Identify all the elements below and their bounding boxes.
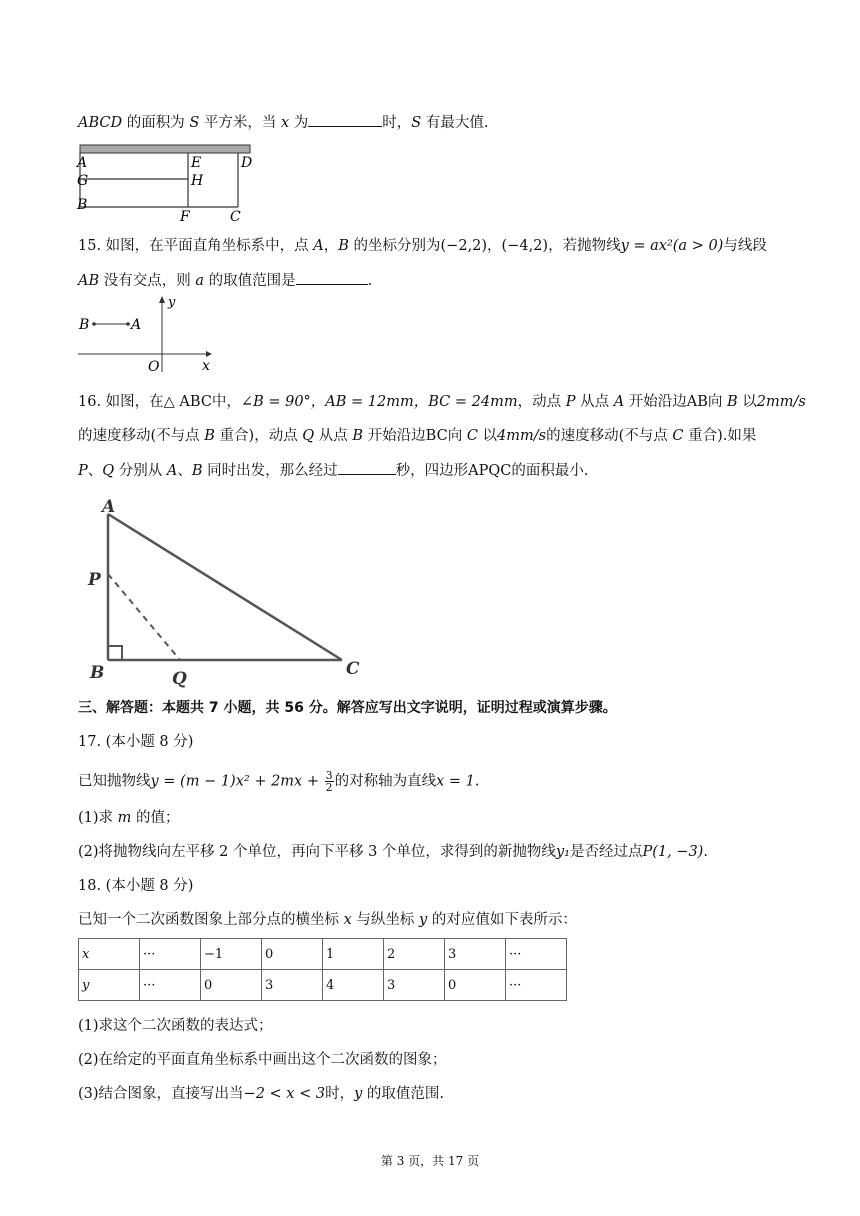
label-y: y	[168, 295, 176, 310]
right-angle-mark-icon	[108, 646, 122, 660]
table-cell: −1	[201, 939, 262, 970]
label-q: Q	[172, 669, 187, 688]
q17-text: 是否经过点	[569, 844, 643, 860]
q17-part2	[78, 842, 708, 862]
label-h: H	[191, 173, 204, 189]
q17-var: m	[117, 810, 132, 826]
q18-text: 已知一个二次函数图象上部分点的横坐标	[78, 912, 344, 928]
fraction-denominator: 2	[325, 781, 333, 794]
q18-var: y	[354, 1086, 363, 1102]
q15-var-a: a	[195, 273, 205, 289]
q14-text: 的面积为	[122, 115, 190, 131]
label-g: G	[77, 173, 89, 189]
q17-fraction	[325, 770, 334, 793]
q16-text: 、	[177, 463, 192, 479]
q16-text: 开始沿边BC向	[363, 428, 467, 444]
q15-line1	[78, 236, 767, 256]
table-cell: 1	[323, 939, 384, 970]
point-a	[126, 322, 130, 326]
q15-formula: y = ax²(a > 0)	[620, 238, 724, 254]
q15-text: 与线段	[723, 238, 767, 254]
q16-var: P	[565, 394, 576, 410]
table-cell: x	[79, 939, 140, 970]
q16-text: ，动点	[517, 394, 566, 410]
q15-segment-ab: AB	[78, 273, 100, 289]
q16-var: P	[78, 463, 88, 479]
q17-text: .	[703, 844, 708, 860]
table-cell: 2	[384, 939, 445, 970]
q17-formula: P(1, −3)	[642, 844, 704, 860]
q14-figure	[74, 143, 260, 223]
section3-heading	[78, 698, 617, 718]
label-b: B	[90, 663, 105, 683]
label-f: F	[180, 209, 190, 223]
q16-text: 重合)，动点	[214, 428, 303, 444]
q15-point-b: B	[338, 238, 349, 254]
label-e: E	[191, 155, 202, 171]
q18-formula: −2 < x < 3	[243, 1086, 326, 1102]
q17-text: 的值；	[131, 810, 180, 826]
page-footer: 第 3 页，共 17 页	[380, 1154, 480, 1168]
section3-text: 三、解答题：本题共	[78, 700, 209, 716]
dashed-pq	[108, 574, 180, 660]
q17-text: (1)求	[78, 810, 118, 826]
table-cell: 4	[323, 970, 384, 1001]
q14-text: 平方米，当	[199, 115, 281, 131]
q18-stem	[78, 910, 577, 930]
q14-text-x: x	[281, 115, 290, 131]
q16-text: 分别从	[114, 463, 167, 479]
q17-formula: y = (m − 1)x² + 2mx +	[150, 773, 324, 790]
q18-text: 时，	[325, 1086, 355, 1102]
table-cell: 3	[262, 970, 323, 1001]
q17-text: 的对称轴为直线	[334, 773, 437, 790]
label-p: P	[88, 570, 101, 590]
q18-part2: (2)在给定的平面直角坐标系中画出这个二次函数的图象；	[78, 1052, 447, 1068]
table-cell: y	[79, 970, 140, 1001]
q18-var: x	[343, 912, 352, 928]
q14-answer-blank	[308, 112, 382, 127]
table-cell: 0	[445, 970, 506, 1001]
q16-text: 从点	[575, 394, 614, 410]
table-cell: 0	[201, 970, 262, 1001]
q17-formula: x = 1	[436, 773, 475, 790]
q14-text: 有最大值.	[421, 115, 489, 131]
table-cell: 0	[262, 939, 323, 970]
q16-var: Q	[302, 428, 315, 444]
q16-text: 以	[737, 394, 757, 410]
q16-text: 16. 如图，在△ ABC中，∠	[78, 394, 254, 410]
q15-text: 的取值范围是	[204, 273, 296, 289]
q18-value-table	[78, 938, 567, 1001]
section3-text: 小题，共	[218, 700, 285, 716]
section3-text: 分。解答应写出文字说明，证明过程或演算步骤。	[303, 700, 617, 716]
label-b: B	[79, 317, 90, 333]
table-cell: 3	[445, 939, 506, 970]
q18-text: (3)结合图象，直接写出当	[78, 1086, 244, 1102]
q18-header: 18. (本小题 8 分)	[78, 878, 194, 894]
q16-var: A	[613, 394, 625, 410]
x-axis-arrow-icon	[206, 351, 212, 357]
table-cell: ···	[140, 939, 201, 970]
point-b	[92, 322, 96, 326]
q17-header: 17. (本小题 8 分)	[78, 734, 194, 750]
q15-text: .	[367, 273, 373, 289]
q15-figure	[76, 294, 216, 374]
table-cell: 3	[384, 970, 445, 1001]
wall-bar	[80, 145, 250, 153]
label-b: B	[77, 197, 88, 213]
q16-text: 同时出发，那么经过	[202, 463, 338, 479]
q15-text: 的坐标分别为(−2,2)，(−4,2)，若抛物线	[348, 238, 621, 254]
q15-answer-blank	[296, 270, 368, 285]
q16-text: 开始沿边AB向	[624, 394, 728, 410]
q16-var: C	[672, 428, 684, 444]
label-c: C	[346, 659, 360, 679]
q16-text: 秒，四边形APQC的面积最小.	[395, 463, 589, 479]
table-cell: ···	[506, 939, 567, 970]
q14-text-abcd: ABCD	[78, 115, 123, 131]
q16-formula: 4mm/s	[497, 428, 547, 444]
q15-text: ，	[323, 238, 339, 254]
label-o: O	[148, 359, 160, 374]
y-axis-arrow-icon	[159, 296, 165, 303]
section3-score: 56	[284, 700, 304, 716]
q16-line1	[78, 392, 806, 412]
q14-tail-line	[78, 112, 488, 133]
q15-point-a: A	[313, 238, 324, 254]
label-a: A	[102, 497, 116, 517]
q16-line3	[78, 460, 588, 481]
q16-text: 以	[477, 428, 498, 444]
q16-figure	[84, 494, 374, 688]
q16-text: 、	[87, 463, 103, 479]
q15-line2	[78, 270, 372, 291]
fraction-numerator: 3	[325, 769, 333, 782]
q16-formula: B = 90°，AB = 12mm，BC = 24mm	[253, 394, 518, 410]
q15-text: 15. 如图，在平面直角坐标系中，点	[78, 238, 314, 254]
q16-answer-blank	[338, 460, 396, 475]
q18-part1: (1)求这个二次函数的表达式；	[78, 1018, 273, 1034]
side-ac	[108, 514, 342, 660]
q15-text: 没有交点，则	[99, 273, 196, 289]
q16-text: 重合).如果	[683, 428, 757, 444]
q16-line2	[78, 426, 756, 446]
q17-stem	[78, 770, 479, 793]
label-x: x	[202, 358, 210, 374]
q16-var: C	[466, 428, 478, 444]
label-a: A	[131, 317, 142, 333]
q17-text: .	[474, 773, 480, 790]
q18-text: 的对应值如下表所示：	[427, 912, 577, 928]
table-row	[79, 970, 567, 1001]
table-cell: ···	[140, 970, 201, 1001]
q17-part1	[78, 808, 180, 828]
table-cell: ···	[506, 970, 567, 1001]
label-d: D	[241, 155, 253, 171]
q16-var: B	[191, 463, 203, 479]
q16-formula: 2mm/s	[756, 394, 806, 410]
q18-part3	[78, 1084, 444, 1104]
q16-var: A	[166, 463, 178, 479]
q16-var: B	[204, 428, 215, 444]
q14-text-s: S	[411, 115, 422, 131]
q16-text: 从点	[314, 428, 353, 444]
q17-text: (2)将抛物线向左平移 2 个单位，再向下平移 3 个单位，求得到的新抛物线	[78, 844, 556, 860]
q16-var: B	[352, 428, 364, 444]
q17-formula: y₁	[555, 844, 570, 860]
q16-text: 的速度移动(不与点	[546, 428, 673, 444]
q18-text: 与纵坐标	[351, 912, 420, 928]
table-row	[79, 939, 567, 970]
label-c: C	[230, 209, 241, 223]
q17-text: 已知抛物线	[78, 773, 151, 790]
q18-text: 的取值范围.	[362, 1086, 444, 1102]
q18-var: y	[419, 912, 428, 928]
q16-var: Q	[102, 463, 115, 479]
section3-count: 7	[208, 700, 219, 716]
q14-text: 时，	[382, 115, 412, 131]
label-a: A	[77, 155, 88, 171]
q14-text: 为	[289, 115, 309, 131]
q14-text-s: S	[189, 115, 200, 131]
q16-var: B	[727, 394, 738, 410]
q16-text: 的速度移动(不与点	[78, 428, 205, 444]
